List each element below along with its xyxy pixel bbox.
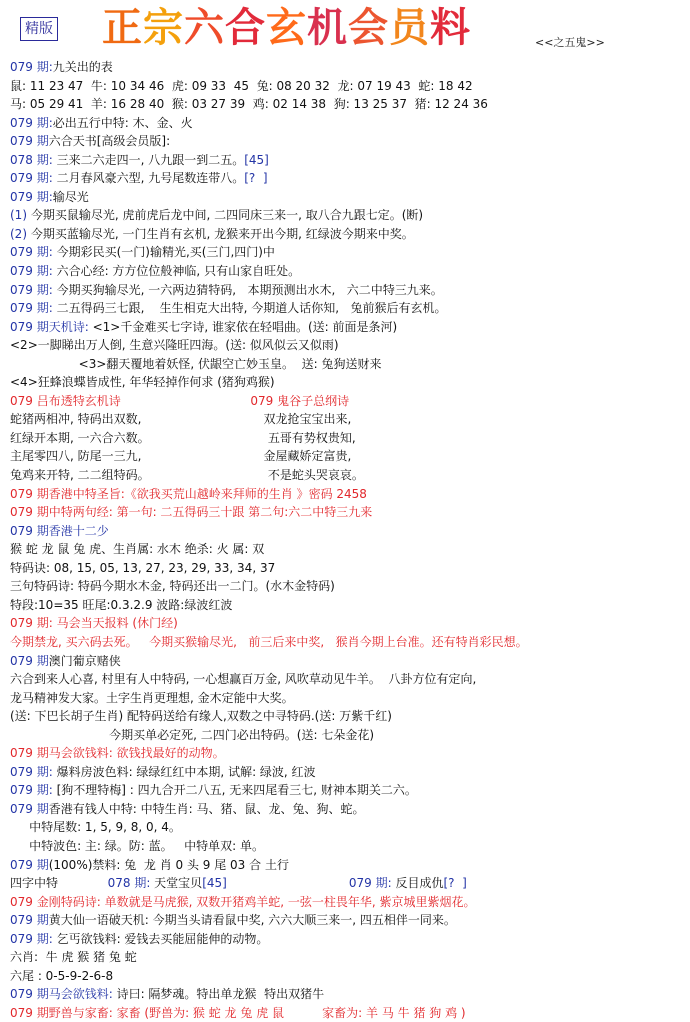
text-segment: 今期买狗输尽光, 一六两边猜特码, 本期预测出水木, 六二中特三九来。 <box>56 282 443 297</box>
text-line <box>10 856 686 875</box>
text-line <box>10 818 686 837</box>
text-segment: 079 期 <box>10 913 49 928</box>
text-segment: 三句特码诗: 特码今期水木金, 特码还出一二门。(水木金特码) <box>10 579 335 594</box>
text-segment: [? ] <box>244 171 268 186</box>
text-line <box>10 744 686 763</box>
text-segment: 九关出的表 <box>52 60 113 74</box>
text-line <box>10 77 686 96</box>
text-segment: 必出五行中特: 木、金、火 <box>52 115 193 130</box>
text-line <box>10 985 686 1004</box>
text-line <box>10 559 686 578</box>
text-segment: 六合到来人心喜, 村里有人中特码, 一心想赢百万金, 风吹草动见牛羊。 八卦方位有定向, <box>10 672 477 687</box>
text-segment: 079 期: <box>10 189 53 204</box>
text-segment: (1) <box>10 208 31 223</box>
text-segment: 六尾 : 0-5-9-2-6-8 <box>10 968 114 983</box>
text-segment: 主尾零四八, 防尾一三九, 金屋藏娇定富贵, <box>10 449 352 464</box>
title-char: 员 <box>389 5 430 51</box>
text-segment: 猴 蛇 龙 鼠 兔 虎、生肖属: 水木 绝杀: 火 属: 双 <box>10 542 265 557</box>
text-segment: (100%) <box>48 857 93 872</box>
text-segment: 今期买蓝输尽光, 一门生肖有玄机, 龙猴来开出今期, 红绿波今期来中奖。 <box>30 226 414 241</box>
text-segment: (送: 下巴长胡子生肖) 配特码送给有缘人,双数之中寻特码.(送: 万紫千红) <box>10 709 392 724</box>
text-segment: 澳门葡京赌侠 <box>48 653 121 668</box>
text-segment: 爆料房波色料: 绿绿红红中本期, 试解: 绿波, 红波 <box>56 764 316 779</box>
text-line <box>10 58 686 77</box>
text-segment: 兔鸡来开特, 二二组特码。 不是蛇头哭哀哀。 <box>10 468 364 483</box>
text-segment: 反目成仇 <box>395 876 444 891</box>
text-line <box>10 948 686 967</box>
text-line <box>10 1004 686 1022</box>
text-line <box>10 874 686 893</box>
text-line <box>10 336 686 355</box>
text-segment: 六合心经: 方方位位般神临, 只有山家自旺处。 <box>56 264 301 279</box>
text-segment: <2>一脚睇出万人倒, 生意兴隆旺四海。(送: 似风似云又似雨) <box>10 338 339 353</box>
text-segment: [狗不理特梅] : 四九合开二八五, 无来四尾看三七, 财神本期关二六。 <box>56 783 417 798</box>
text-segment: 三来二六走四一, 八九跟一到二五。 <box>56 152 245 167</box>
text-line <box>10 967 686 986</box>
text-line <box>10 614 686 633</box>
page-header <box>0 0 690 58</box>
text-segment: 六合天书[高级会员版]: <box>48 134 171 149</box>
title-char: 机 <box>307 5 348 51</box>
text-line <box>10 911 686 930</box>
text-segment: 079 期: <box>10 245 57 260</box>
text-line <box>10 577 686 596</box>
text-segment: 蛇猪两相冲, 特码出双数, 双龙抢宝宝出来, <box>10 412 352 427</box>
text-line <box>10 114 686 133</box>
text-segment: 今期买单必定死, 二四门必出特码。(送: 七朵金花) <box>10 727 375 742</box>
text-line <box>10 262 686 281</box>
text-segment: 特码诀: 08, 15, 05, 13, 27, 23, 29, 33, 34, 37 <box>10 560 276 575</box>
text-segment: 079 期: <box>10 783 57 798</box>
text-segment: 079 金刚特码诗: 单数就是马虎猴, 双数开猪鸡羊蛇, 一弦一柱畏年华, 紫京城里紫烟花。 <box>10 894 476 909</box>
text-line <box>10 485 686 504</box>
text-segment: 中特波色: 主: 绿。防: 蓝。 中特单双: 单。 <box>10 838 264 853</box>
text-segment: <1>千金难买七字诗, 谁家依在轻唱曲。(送: 前面是条河) <box>92 319 398 334</box>
text-segment: 今期买鼠输尽光, 虎前虎后龙中间, 二四同床三来一, 取八合九跟七定。(断) <box>30 208 424 223</box>
page-title <box>102 4 471 52</box>
title-char: 合 <box>225 5 266 51</box>
text-segment: 079 期: <box>10 115 53 130</box>
text-segment: 079 期 <box>10 857 49 872</box>
title-char: 玄 <box>266 5 307 51</box>
text-segment: 四字中特 <box>10 876 108 891</box>
text-segment: 079 期: 马会当天报料 (休门经) <box>10 616 178 631</box>
text-segment: <4>狂蜂浪蝶皆成性, 年华轻掉作何求 (猪狗鸡猴) <box>10 375 275 390</box>
text-line <box>10 670 686 689</box>
text-line <box>10 652 686 671</box>
text-segment: 079 期香港中特圣旨:《欲我买荒山越岭来拜师的生肖 》密码 2458 <box>10 486 367 501</box>
author-signature: <<之五鬼>> <box>535 36 605 49</box>
text-line <box>10 318 686 337</box>
text-segment: 香港有钱人中特: 中特生肖: 马、猪、鼠、龙、兔、狗、蛇。 <box>48 801 365 816</box>
text-line <box>10 225 686 244</box>
edition-badge: 精版 <box>20 17 58 41</box>
text-line <box>10 355 686 374</box>
text-segment: 黄大仙一语破天机: 今期当头请看鼠中奖, 六六大顺三来一, 四五相伴一同来。 <box>48 913 456 928</box>
text-line <box>10 373 686 392</box>
text-segment: 079 期: <box>10 264 57 279</box>
text-line <box>10 522 686 541</box>
text-segment: 079 期马会欲钱料: 欲钱找最好的动物。 <box>10 746 225 761</box>
text-line <box>10 726 686 745</box>
text-line <box>10 429 686 448</box>
text-line <box>10 188 686 207</box>
text-segment: 079 期天机诗: <box>10 319 93 334</box>
text-line <box>10 447 686 466</box>
text-segment: 079 期: <box>348 876 396 891</box>
title-char: 宗 <box>143 5 184 51</box>
text-line <box>10 281 686 300</box>
text-segment: [? ] <box>443 876 467 891</box>
text-line <box>10 596 686 615</box>
text-line <box>10 633 686 652</box>
text-segment: 中特尾数: 1, 5, 9, 8, 0, 4。 <box>10 820 181 835</box>
text-segment: 079 期: <box>10 931 57 946</box>
text-segment: 龙马精神发大家。土字生肖更理想, 金木定能中大奖。 <box>10 690 294 705</box>
text-segment: 079 期 <box>10 801 49 816</box>
text-segment: 输尽光 <box>52 189 89 204</box>
text-segment: (2) <box>10 226 31 241</box>
text-line <box>10 169 686 188</box>
text-line <box>10 392 686 411</box>
text-line <box>10 466 686 485</box>
text-segment: 079 期马会欲钱料: <box>10 987 117 1002</box>
text-line <box>10 781 686 800</box>
text-segment: 079 期: <box>10 301 57 316</box>
title-char: 六 <box>184 5 225 51</box>
title-char: 会 <box>348 5 389 51</box>
text-line <box>10 689 686 708</box>
document-body <box>10 58 686 1022</box>
text-line <box>10 132 686 151</box>
text-segment: 079 期 <box>10 134 49 149</box>
text-segment: <3>翻天覆地着妖怪, 伏龈空亡妙玉皇。 送: 兔狗送财来 <box>10 356 382 371</box>
text-line <box>10 837 686 856</box>
text-line <box>10 95 686 114</box>
text-segment: 079 期: <box>10 764 57 779</box>
text-segment: 鼠: 11 23 47 牛: 10 34 46 虎: 09 33 45 兔: 08 20 32 龙: 07 19 43 蛇: 18 42 <box>10 78 473 93</box>
text-segment: 特段:10=35 旺尾:0.3.2.9 波路:绿波红波 <box>10 597 233 612</box>
text-segment: 红绿开本期, 一六合六数。 五哥有势权贵知, <box>10 430 356 445</box>
text-segment: 079 期: <box>10 282 57 297</box>
text-segment: 079 吕布透特玄机诗 079 鬼谷子总纲诗 <box>10 393 350 408</box>
text-segment: 马: 05 29 41 羊: 16 28 40 猴: 03 27 39 鸡: 02 14 38 狗: 13 25 37 猪: 12 24 36 <box>10 97 488 112</box>
text-segment: 079 期: <box>10 60 53 74</box>
text-line <box>10 800 686 819</box>
text-segment: 二月春风豪六型, 九号尾数连带八。 <box>56 171 245 186</box>
text-line <box>10 930 686 949</box>
text-segment: 078 期: <box>10 152 57 167</box>
text-line <box>10 206 686 225</box>
text-segment: 乞丐欲钱料: 爱钱去买能屈能伸的动物。 <box>56 931 269 946</box>
text-segment: [45] <box>202 876 349 891</box>
text-segment: 079 期香港十二少 <box>10 523 109 538</box>
text-line <box>10 151 686 170</box>
text-segment: 079 期中特两句经: 第一句: 二五得码三十跟 第二句:六二中特三九来 <box>10 505 373 520</box>
text-line <box>10 243 686 262</box>
text-segment: 079 期野兽与家畜: 家畜 (野兽为: 猴 蛇 龙 兔 虎 鼠 家畜为: 羊 马 牛 猪 狗 鸡 ) <box>10 1005 466 1020</box>
text-segment: 今期彩民买(一门)输精光,买(三门,四门)中 <box>56 245 275 260</box>
title-char: 正 <box>102 5 143 51</box>
text-line <box>10 893 686 912</box>
text-line <box>10 410 686 429</box>
text-segment: 079 期 <box>10 653 49 668</box>
text-segment: 六肖: 牛 虎 猴 猪 兔 蛇 <box>10 950 137 965</box>
text-line <box>10 707 686 726</box>
text-segment: 诗曰: 隔梦魂。特出单龙猴 特出双猪牛 <box>116 987 325 1002</box>
text-segment: 天堂宝贝 <box>154 876 203 891</box>
text-line <box>10 540 686 559</box>
text-segment: 二五得码三七跟, 生生相克大出特, 今期道人话你知, 兔前猴后有玄机。 <box>56 301 447 316</box>
text-segment: 今期禁龙, 买六码去死。 今期买猴输尽光, 前三后来中奖, 猴肖今期上台准。还有特肖彩民想。 <box>10 634 528 649</box>
text-segment: 禁料: 兔 龙 肖 0 头 9 尾 03 合 土行 <box>92 857 289 872</box>
text-segment: [45] <box>244 152 269 167</box>
text-line <box>10 763 686 782</box>
title-char: 料 <box>430 5 471 51</box>
text-line <box>10 503 686 522</box>
text-segment: 079 期: <box>10 171 57 186</box>
text-line <box>10 299 686 318</box>
text-segment: 078 期: <box>107 876 155 891</box>
